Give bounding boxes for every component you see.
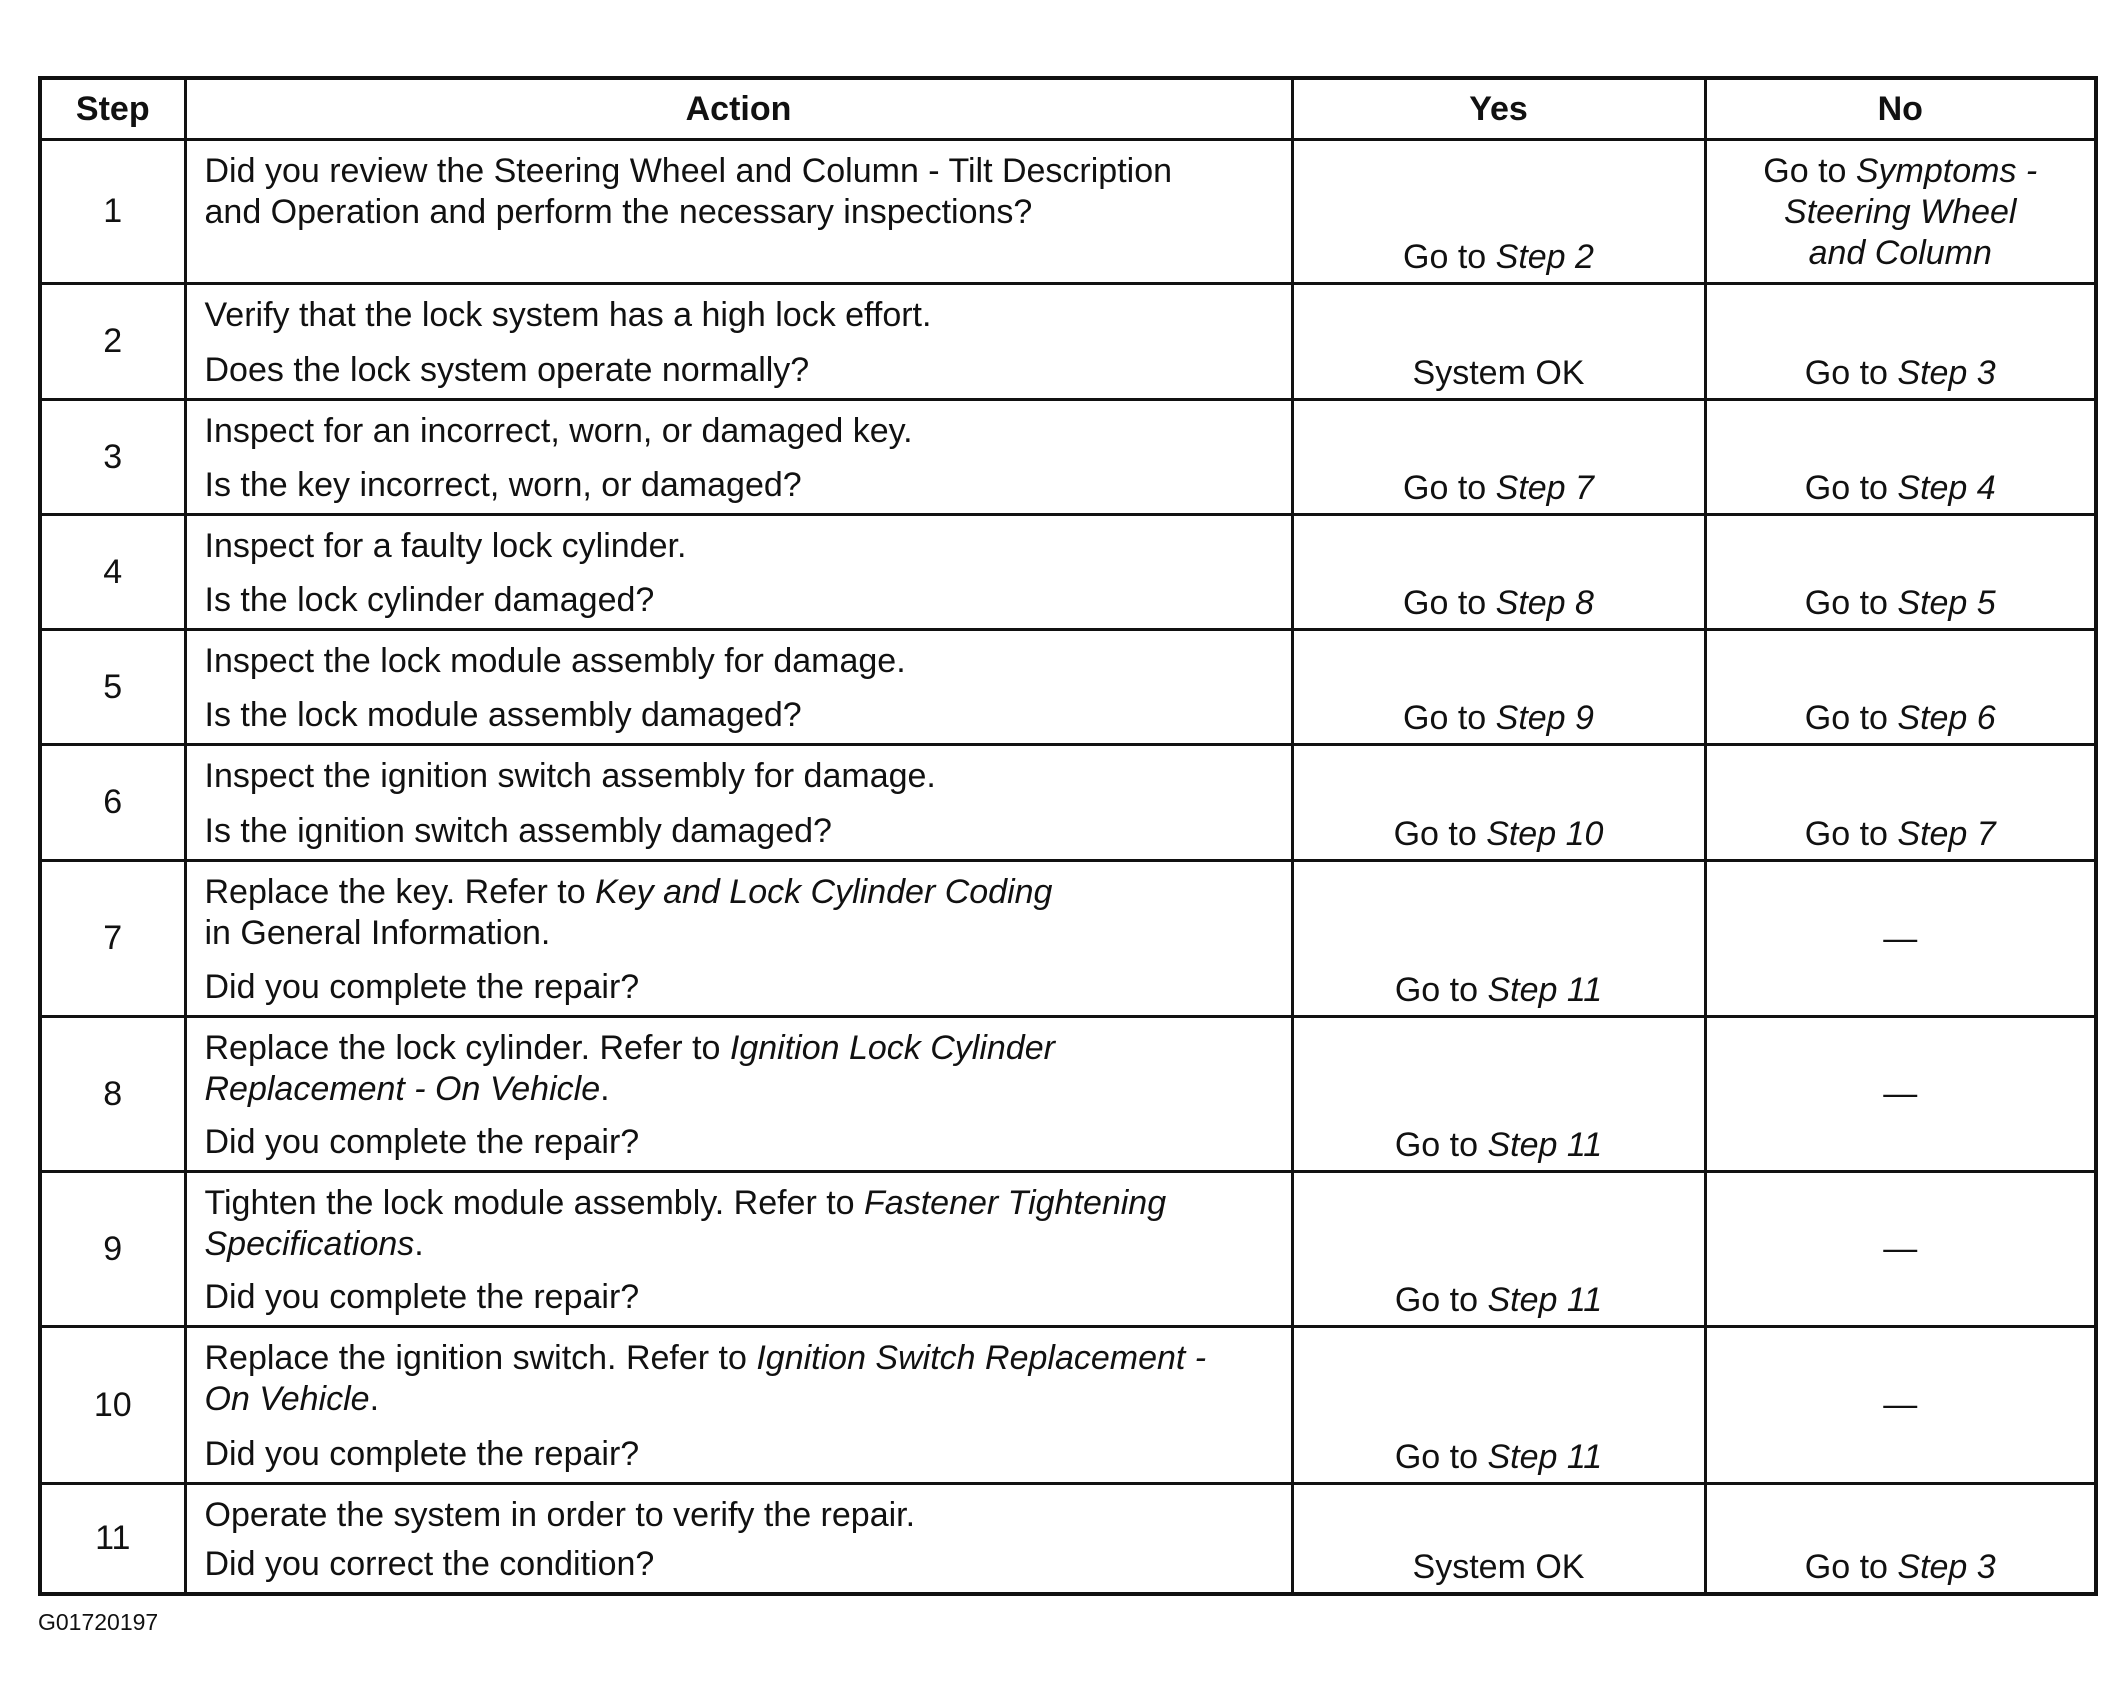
italic-reference-text: Step 8 — [1495, 584, 1594, 622]
action-instruction — [205, 872, 1273, 954]
action-cell — [185, 1172, 1292, 1327]
italic-reference-text: Step 4 — [1897, 469, 1996, 507]
text-run: Is the lock module assembly damaged? — [204, 696, 802, 734]
no-answer — [1707, 814, 2095, 855]
no-answer-dash: — — [1883, 1385, 1918, 1424]
text-run: and Operation and perform the necessary inspections? — [204, 193, 1033, 231]
text-run: Go to — [1804, 699, 1898, 737]
italic-reference-text: Step 6 — [1897, 699, 1996, 737]
yes-answer — [1294, 814, 1704, 855]
action-question — [205, 695, 1273, 736]
text-run: Operate the system in order to verify the repair. — [204, 1496, 916, 1534]
text-run: Did you complete the repair? — [204, 968, 640, 1006]
table-body — [40, 140, 2096, 1594]
no-cell — [1705, 400, 2096, 515]
no-cell — [1705, 1017, 2096, 1172]
text-run: Go to — [1763, 152, 1856, 190]
action-question — [205, 811, 1273, 852]
table-row — [40, 1484, 2096, 1594]
table-row — [40, 140, 2096, 284]
action-line — [205, 151, 1273, 192]
yes-cell — [1292, 745, 1705, 861]
action-line — [205, 1495, 1273, 1536]
step-number: 8 — [40, 1017, 185, 1172]
text-run: Go to — [1393, 815, 1487, 853]
text-run: System OK — [1412, 1547, 1585, 1586]
yes-answer — [1294, 1280, 1704, 1321]
no-cell — [1705, 1327, 2096, 1484]
no-answer-line — [1707, 192, 2095, 233]
action-line — [205, 192, 1273, 233]
text-run: Is the ignition switch assembly damaged? — [204, 812, 832, 850]
no-answer — [1707, 1547, 2095, 1588]
italic-reference-text: Step 11 — [1487, 1281, 1603, 1319]
action-instruction — [205, 151, 1273, 233]
yes-cell — [1292, 140, 1705, 284]
text-run: Go to — [1403, 584, 1496, 622]
action-instruction — [205, 1028, 1273, 1110]
yes-cell — [1292, 861, 1705, 1017]
text-run: Inspect for an incorrect, worn, or damaged key. — [204, 412, 913, 450]
table-row — [40, 1327, 2096, 1484]
step-number: 7 — [40, 861, 185, 1017]
yes-answer — [1294, 353, 1704, 394]
step-number: 3 — [40, 400, 185, 515]
action-line — [205, 295, 1273, 336]
no-answer-dash: — — [1883, 1229, 1918, 1268]
text-run: Go to — [1804, 1547, 1898, 1586]
step-number: 2 — [40, 284, 185, 400]
italic-reference-text: Step 11 — [1487, 1126, 1603, 1164]
text-run: Inspect for a faulty lock cylinder. — [204, 527, 687, 565]
action-cell — [185, 745, 1292, 861]
action-cell — [185, 861, 1292, 1017]
action-line — [205, 913, 1273, 954]
action-instruction — [205, 526, 1273, 567]
italic-reference-text: Step 10 — [1486, 815, 1604, 853]
yes-cell — [1292, 284, 1705, 400]
italic-reference-text: Symptoms - — [1855, 152, 2038, 190]
italic-reference-text: Step 7 — [1495, 469, 1594, 507]
no-answer — [1707, 151, 2095, 274]
action-question — [205, 465, 1273, 506]
italic-reference-text: Step 11 — [1487, 971, 1603, 1009]
action-instruction — [205, 1495, 1273, 1536]
action-instruction — [205, 295, 1273, 336]
italic-reference-text: Specifications — [204, 1225, 415, 1263]
no-cell — [1705, 1172, 2096, 1327]
action-instruction — [205, 411, 1273, 452]
no-answer — [1707, 583, 2095, 624]
action-instruction — [205, 756, 1273, 797]
text-run: Go to — [1403, 699, 1496, 737]
action-line — [205, 1183, 1273, 1224]
text-run: Go to — [1394, 1281, 1488, 1319]
no-cell — [1705, 140, 2096, 284]
action-line — [205, 641, 1273, 682]
table-row — [40, 1172, 2096, 1327]
italic-reference-text: On Vehicle — [204, 1380, 370, 1418]
no-answer — [1707, 353, 2095, 394]
action-instruction — [205, 1183, 1273, 1265]
italic-reference-text: Fastener Tightening — [864, 1184, 1167, 1222]
yes-answer — [1294, 1125, 1704, 1166]
action-instruction — [205, 1338, 1273, 1420]
step-number: 6 — [40, 745, 185, 861]
text-run: Go to — [1394, 1438, 1488, 1476]
step-number: 1 — [40, 140, 185, 284]
step-number: 9 — [40, 1172, 185, 1327]
text-run: Did you complete the repair? — [204, 1278, 640, 1316]
text-run: Did you complete the repair? — [204, 1123, 640, 1161]
step-number: 10 — [40, 1327, 185, 1484]
yes-answer — [1294, 1547, 1704, 1588]
text-run: Did you complete the repair? — [204, 1435, 640, 1473]
action-question — [205, 350, 1273, 391]
no-answer — [1707, 698, 2095, 739]
text-run: . — [414, 1225, 424, 1263]
no-cell — [1705, 284, 2096, 400]
text-run: Replace the ignition switch. Refer to — [204, 1339, 757, 1377]
text-run: Tighten the lock module assembly. Refer to — [204, 1184, 865, 1222]
yes-answer — [1294, 698, 1704, 739]
italic-reference-text: Step 3 — [1897, 354, 1996, 392]
yes-cell — [1292, 1017, 1705, 1172]
italic-reference-text: Step 5 — [1897, 584, 1996, 622]
text-run: Go to — [1804, 815, 1898, 853]
action-line — [205, 872, 1273, 913]
text-run: in General Information. — [204, 914, 551, 952]
text-run: . — [600, 1070, 610, 1108]
italic-reference-text: Steering Wheel — [1784, 193, 2017, 231]
no-cell — [1705, 630, 2096, 745]
action-line — [205, 1338, 1273, 1379]
header-yes: Yes — [1292, 78, 1705, 140]
table-row — [40, 745, 2096, 861]
italic-reference-text: and Column — [1808, 234, 1992, 272]
action-instruction — [205, 641, 1273, 682]
text-run: Go to — [1394, 971, 1488, 1009]
italic-reference-text: Replacement - On Vehicle — [204, 1070, 601, 1108]
action-cell — [185, 1017, 1292, 1172]
text-run: Replace the key. Refer to — [204, 873, 596, 911]
action-cell — [185, 400, 1292, 515]
text-run: Go to — [1804, 469, 1898, 507]
italic-reference-text: Step 2 — [1495, 238, 1594, 276]
header-no: No — [1705, 78, 2096, 140]
action-question — [205, 580, 1273, 621]
action-question — [205, 1277, 1273, 1318]
text-run: Go to — [1394, 1126, 1488, 1164]
italic-reference-text: Step 9 — [1495, 699, 1594, 737]
action-line — [205, 1224, 1273, 1265]
action-line — [205, 1069, 1273, 1110]
action-question — [205, 1544, 1273, 1585]
text-run: Does the lock system operate normally? — [204, 351, 810, 389]
action-cell — [185, 630, 1292, 745]
italic-reference-text: Step 7 — [1897, 815, 1996, 853]
yes-answer — [1294, 1437, 1704, 1478]
action-question — [205, 967, 1273, 1008]
text-run: Go to — [1403, 469, 1496, 507]
no-answer — [1707, 468, 2095, 509]
text-run: System OK — [1412, 354, 1585, 392]
text-run: Is the lock cylinder damaged? — [204, 581, 655, 619]
yes-cell — [1292, 515, 1705, 630]
text-run: Replace the lock cylinder. Refer to — [204, 1029, 730, 1067]
italic-reference-text: Ignition Switch Replacement - — [756, 1339, 1207, 1377]
text-run: Did you correct the condition? — [204, 1545, 655, 1583]
text-run: Did you review the Steering Wheel and Column - Tilt Description — [204, 152, 1173, 190]
yes-cell — [1292, 400, 1705, 515]
text-run: Go to — [1804, 584, 1898, 622]
action-cell — [185, 515, 1292, 630]
italic-reference-text: Key and Lock Cylinder Coding — [595, 873, 1053, 911]
action-question — [205, 1434, 1273, 1475]
header-action: Action — [185, 78, 1292, 140]
table-row — [40, 1017, 2096, 1172]
action-cell — [185, 1484, 1292, 1594]
diagnostic-table — [38, 76, 2098, 1596]
action-line — [205, 756, 1273, 797]
yes-answer — [1294, 237, 1704, 278]
no-cell — [1705, 861, 2096, 1017]
figure-id: G01720197 — [38, 1609, 159, 1635]
no-answer-line — [1707, 151, 2095, 192]
text-run: Go to — [1403, 238, 1496, 276]
no-answer-dash: — — [1883, 919, 1918, 957]
text-run: Inspect the lock module assembly for damage. — [204, 642, 906, 680]
yes-cell — [1292, 630, 1705, 745]
header-row — [40, 78, 2096, 140]
text-run: Go to — [1804, 354, 1898, 392]
no-answer-dash: — — [1883, 1074, 1918, 1113]
text-run: Inspect the ignition switch assembly for damage. — [204, 757, 936, 795]
action-line — [205, 1028, 1273, 1069]
no-cell — [1705, 745, 2096, 861]
step-number: 11 — [40, 1484, 185, 1594]
no-answer-line — [1707, 233, 2095, 274]
action-cell — [185, 284, 1292, 400]
yes-cell — [1292, 1327, 1705, 1484]
yes-cell — [1292, 1484, 1705, 1594]
table-row — [40, 630, 2096, 745]
step-number: 5 — [40, 630, 185, 745]
italic-reference-text: Step 11 — [1487, 1438, 1603, 1476]
action-line — [205, 1379, 1273, 1420]
text-run: Verify that the lock system has a high lock effort. — [204, 296, 932, 334]
no-cell — [1705, 515, 2096, 630]
text-run: Is the key incorrect, worn, or damaged? — [204, 466, 802, 504]
action-line — [205, 526, 1273, 567]
action-cell — [185, 140, 1292, 284]
text-run: . — [369, 1380, 380, 1418]
step-number: 4 — [40, 515, 185, 630]
yes-answer — [1294, 468, 1704, 509]
italic-reference-text: Step 3 — [1897, 1547, 1996, 1586]
table-row — [40, 515, 2096, 630]
action-question — [205, 1122, 1273, 1163]
table-row — [40, 861, 2096, 1017]
yes-answer — [1294, 583, 1704, 624]
action-cell — [185, 1327, 1292, 1484]
italic-reference-text: Ignition Lock Cylinder — [729, 1029, 1055, 1067]
yes-cell — [1292, 1172, 1705, 1327]
no-cell — [1705, 1484, 2096, 1594]
header-step: Step — [40, 78, 185, 140]
table-row — [40, 284, 2096, 400]
yes-answer — [1294, 970, 1704, 1011]
action-line — [205, 411, 1273, 452]
table-row — [40, 400, 2096, 515]
